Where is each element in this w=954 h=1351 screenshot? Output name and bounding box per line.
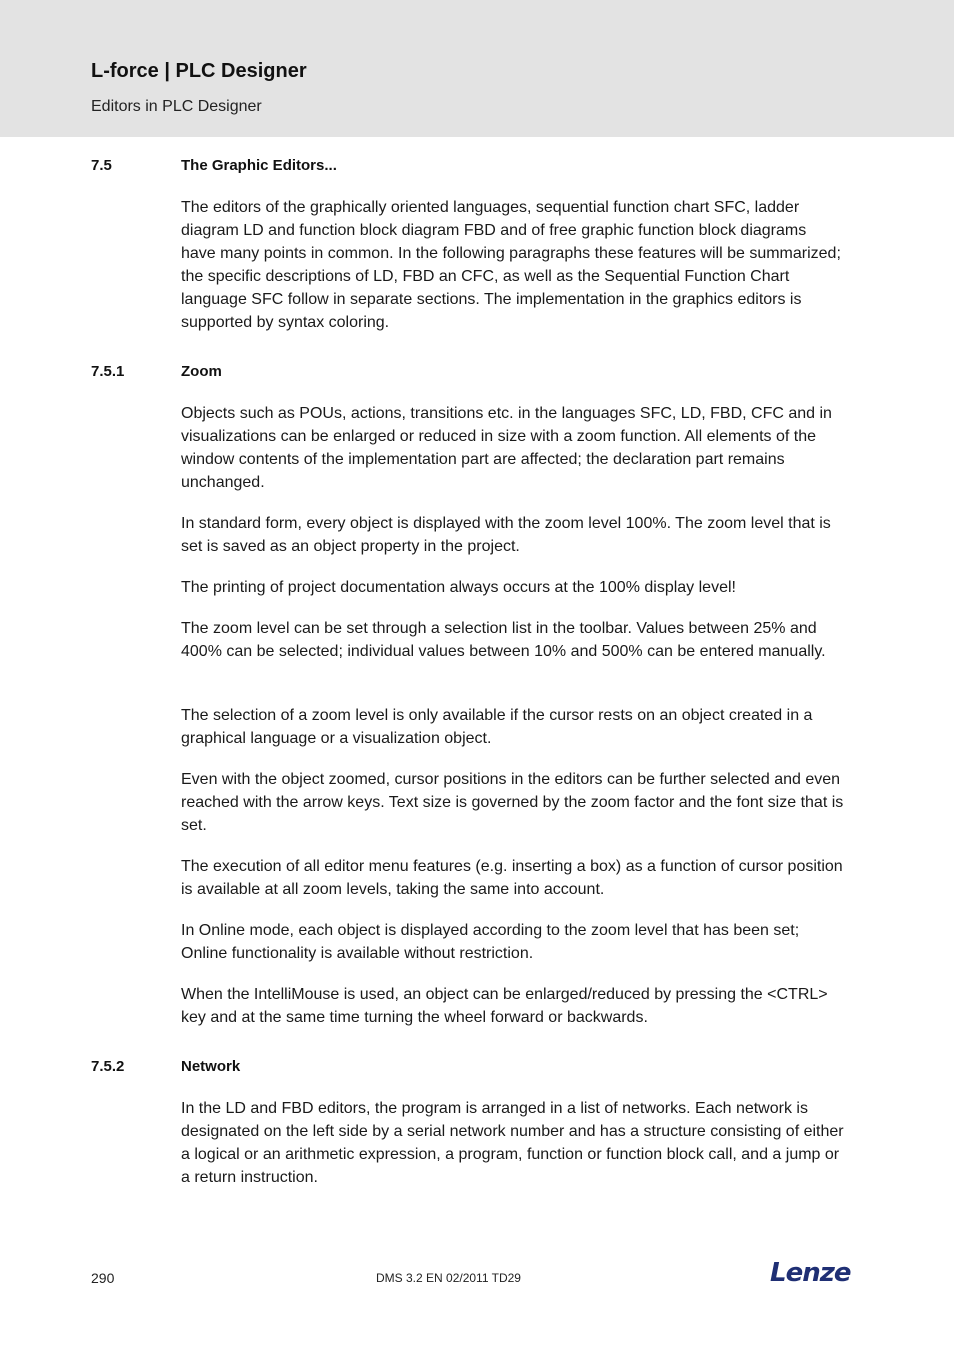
section-title: Zoom <box>181 363 222 380</box>
paragraph: In Online mode, each object is displayed according to the zoom level that has been set; Online functionality is available without restriction. <box>181 922 800 962</box>
page-number: 290 <box>91 1270 115 1286</box>
section-number: 7.5 <box>91 157 112 174</box>
document-id: DMS 3.2 EN 02/2011 TD29 <box>376 1271 521 1285</box>
section-title: The Graphic Editors... <box>181 157 337 174</box>
section-number: 7.5.1 <box>91 363 125 380</box>
paragraph: In standard form, every object is displayed with the zoom level 100%. The zoom level that is set is saved as an object property in the project. <box>181 515 831 555</box>
paragraph: The editors of the graphically oriented languages, sequential function chart SFC, ladder diagram LD and function block diagram FBD and of free graphic function block diagrams have many points in common. In the following paragraphs these features will be summarized; the specific descriptions of LD, FBD an CFC, as well as the Sequential Function Chart language SFC follow in separate sections. The implementation in the graphics editors is supported by syntax coloring. <box>181 199 841 331</box>
paragraph: The execution of all editor menu features (e.g. inserting a box) as a function of cursor position is available at all zoom levels, taking the same into account. <box>181 858 843 898</box>
paragraph: When the IntelliMouse is used, an object can be enlarged/reduced by pressing the <CTRL> key and at the same time turning the wheel forward or backwards. <box>181 986 828 1026</box>
section-title: Network <box>181 1058 241 1075</box>
paragraph: In the LD and FBD editors, the program is arranged in a list of networks. Each network is designated on the left side by a serial network number and has a structure consisting of either a logical or an arithmetic expression, a program, function or function block call, and a jump or a return instruction. <box>181 1100 844 1186</box>
paragraph: The zoom level can be set through a selection list in the toolbar. Values between 25% and 400% can be selected; individual values between 10% and 500% can be entered manually. <box>181 620 826 660</box>
section-number: 7.5.2 <box>91 1058 125 1075</box>
paragraph: The selection of a zoom level is only available if the cursor rests on an object created in a graphical language or a visualization object. <box>181 707 813 747</box>
paragraph: Even with the object zoomed, cursor positions in the editors can be further selected and even reached with the arrow keys. Text size is governed by the zoom factor and the font size that is set. <box>181 771 844 834</box>
lenze-logo: Lenze <box>770 1258 851 1288</box>
document-title: L-force | PLC Designer <box>91 60 307 82</box>
paragraph: Objects such as POUs, actions, transitions etc. in the languages SFC, LD, FBD, CFC and in visualizations can be enlarged or reduced in size with a zoom function. All elements of the window contents of the implementation part are affected; the declaration part remains unchanged. <box>181 405 832 491</box>
paragraph: The printing of project documentation always occurs at the 100% display level! <box>181 579 736 596</box>
document-subtitle: Editors in PLC Designer <box>91 98 262 115</box>
